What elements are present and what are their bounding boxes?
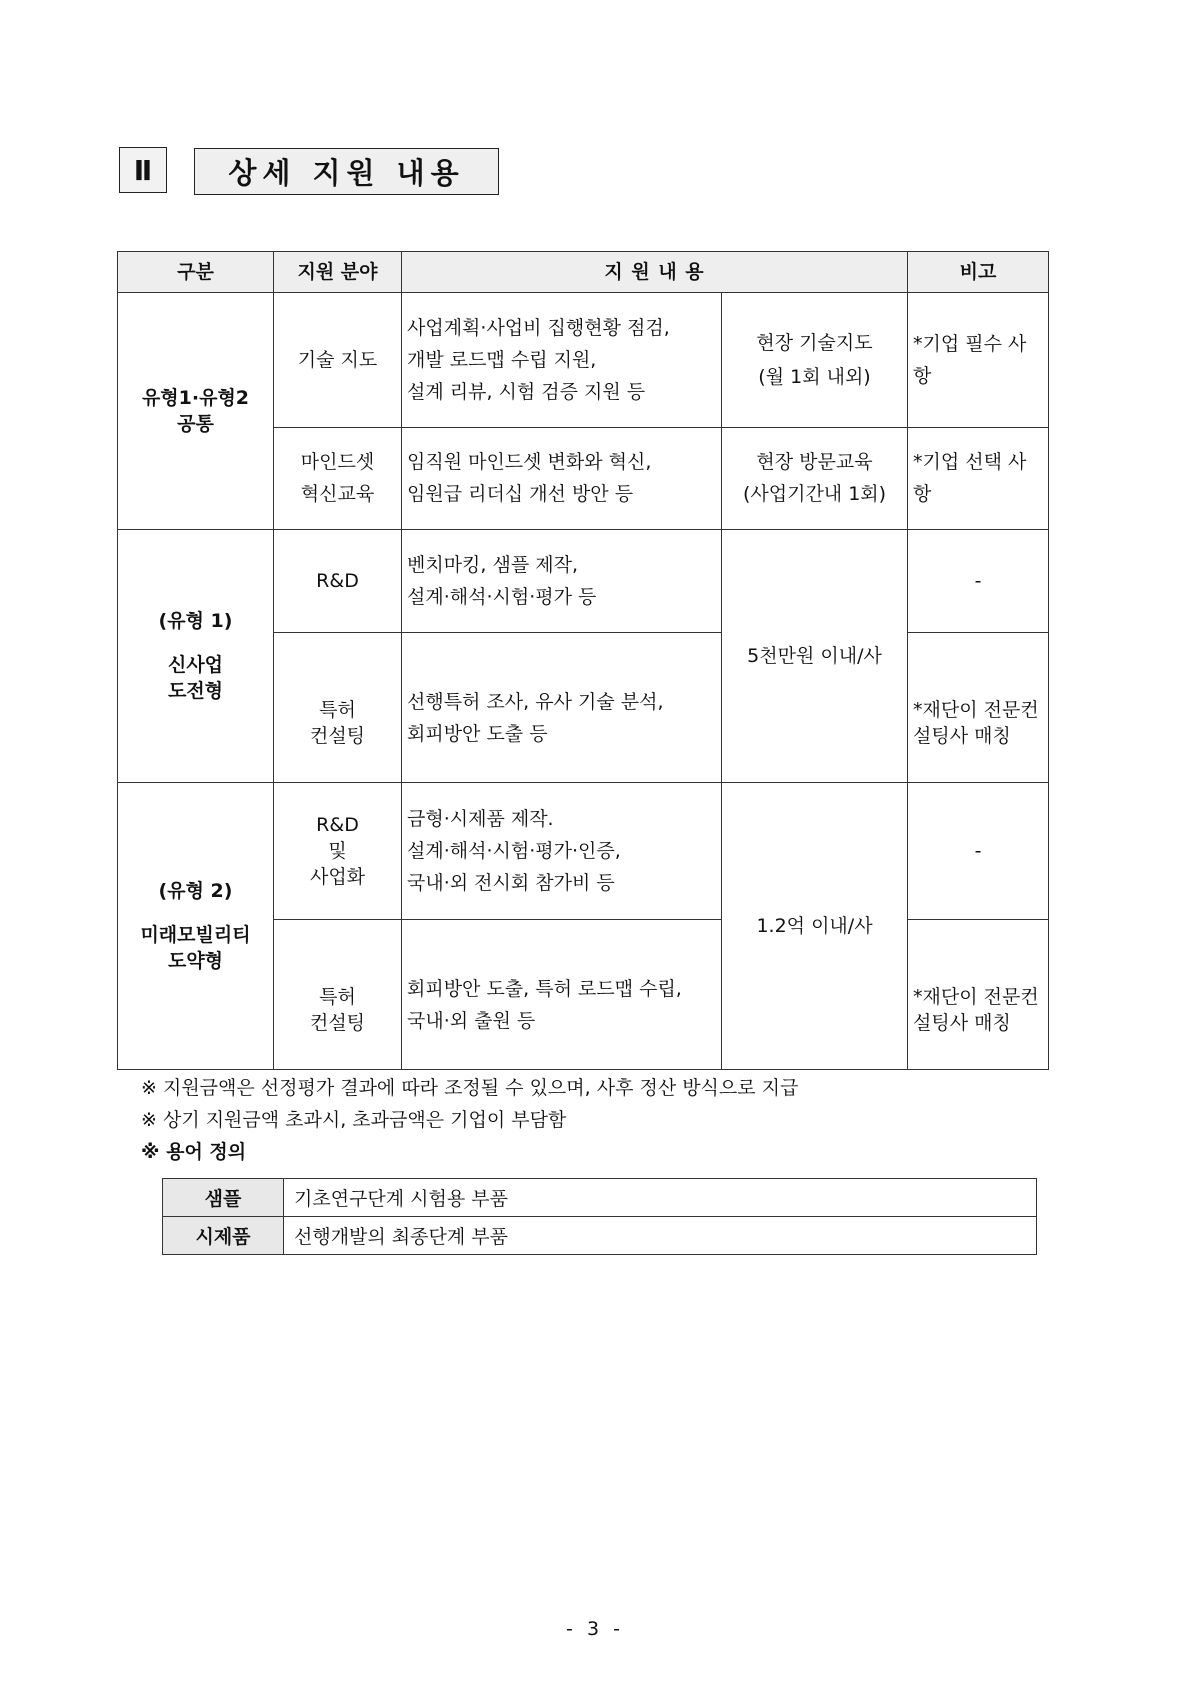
type2-note-2: *재단이 전문컨 설팅사 매칭: [908, 920, 1049, 1070]
section-number: Ⅱ: [119, 147, 167, 193]
type2-content-1: 금형·시제품 제작. 설계·해석·시험·평가·인증, 국내·외 전시회 참가비 등: [402, 782, 722, 920]
type1-amount: 5천만원 이내/사: [722, 530, 908, 783]
common-field-1: 기술 지도: [274, 293, 402, 427]
section-title: 상세 지원 내용: [194, 148, 499, 195]
header-category: 구분: [118, 252, 274, 293]
table-row: [118, 782, 1049, 920]
definition-term-2: 시제품: [163, 1217, 284, 1255]
type1-field-2: 특허 컨설팅: [274, 633, 402, 783]
table-row: [118, 293, 1049, 427]
common-note-2: *기업 선택 사항: [908, 427, 1049, 529]
note-1: ※ 지원금액은 선정평가 결과에 따라 조정될 수 있으며, 사후 정산 방식으로 지급: [141, 1077, 799, 1099]
common-content-2: 임직원 마인드셋 변화와 혁신, 임원급 리더십 개선 방안 등: [402, 427, 722, 529]
definition-desc-1: 기초연구단계 시험용 부품: [284, 1179, 1037, 1217]
type1-content-2: 선행특허 조사, 유사 기술 분석, 회피방안 도출 등: [402, 633, 722, 783]
type1-field-1: R&D: [274, 530, 402, 633]
definition-term-1: 샘플: [163, 1179, 284, 1217]
type1-content-1: 벤치마킹, 샘플 제작, 설계·해석·시험·평가 등: [402, 530, 722, 633]
type1-note-2: *재단이 전문컨 설팅사 매칭: [908, 633, 1049, 783]
note-2: ※ 상기 지원금액 초과시, 초과금액은 기업이 부담함: [141, 1109, 567, 1131]
common-content-1: 사업계획·사업비 집행현황 점검, 개발 로드맵 수립 지원, 설계 리뷰, 시험 검증 지원 등: [402, 293, 722, 427]
type2-amount: 1.2억 이내/사: [722, 782, 908, 1069]
type1-name: 신사업 도전형: [167, 653, 224, 702]
table-row: [163, 1179, 1037, 1217]
type1-label: (유형 1): [158, 609, 233, 632]
common-note-1: *기업 필수 사항: [908, 293, 1049, 427]
notes: [141, 1072, 798, 1168]
table-row: [118, 530, 1049, 633]
table-header-row: [118, 252, 1049, 293]
type2-note-1: -: [908, 782, 1049, 920]
type2-category: [118, 782, 274, 1069]
type2-label: (유형 2): [158, 879, 233, 902]
support-table: [117, 251, 1049, 1070]
common-category: 유형1·유형2 공통: [118, 293, 274, 530]
header-field: 지원 분야: [274, 252, 402, 293]
definition-desc-2: 선행개발의 최종단계 부품: [284, 1217, 1037, 1255]
table-row: [163, 1217, 1037, 1255]
type2-content-2: 회피방안 도출, 특허 로드맵 수립, 국내·외 출원 등: [402, 920, 722, 1070]
type1-category: [118, 530, 274, 783]
header-content: 지 원 내 용: [402, 252, 908, 293]
definitions-table: [162, 1178, 1037, 1255]
common-method-2: 현장 방문교육 (사업기간내 1회): [722, 427, 908, 529]
type2-field-1: R&D 및 사업화: [274, 782, 402, 920]
definitions-title: ※ 용어 정의: [141, 1141, 247, 1163]
header-note: 비고: [908, 252, 1049, 293]
common-field-2: 마인드셋 혁신교육: [274, 427, 402, 529]
page-number: - 3 -: [566, 1618, 624, 1640]
common-method-1: 현장 기술지도 (월 1회 내외): [722, 293, 908, 427]
type2-name: 미래모빌리티 도약형: [140, 923, 251, 972]
type2-field-2: 특허 컨설팅: [274, 920, 402, 1070]
type1-note-1: -: [908, 530, 1049, 633]
